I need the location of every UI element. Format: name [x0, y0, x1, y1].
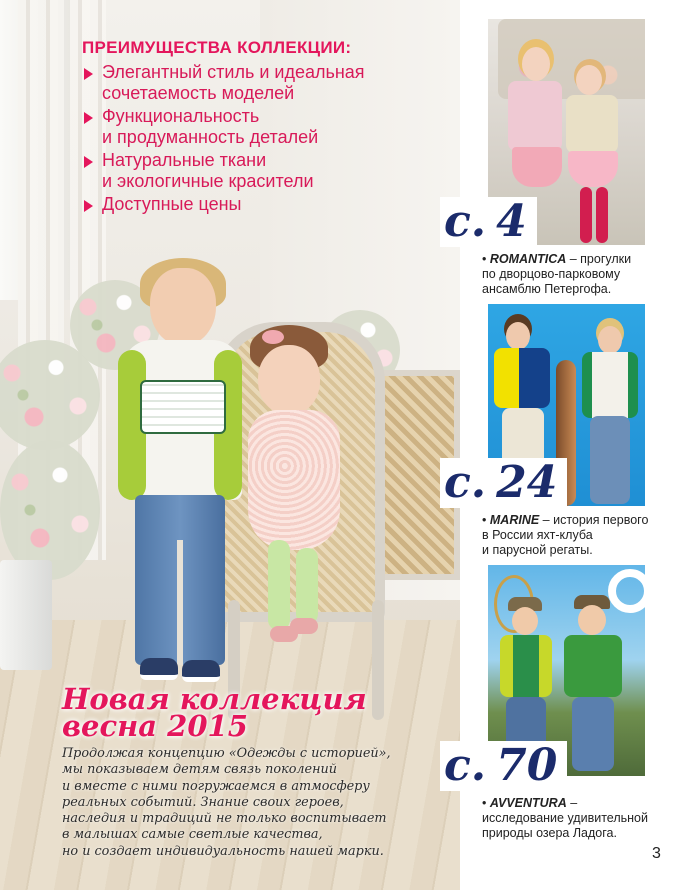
flower-arrangement — [0, 440, 100, 580]
triangle-bullet-icon — [84, 112, 93, 124]
caption-text: – история первого в России яхт-клуба и парусной регаты. — [482, 513, 649, 557]
girl-face — [522, 47, 550, 81]
triangle-bullet-icon — [84, 68, 93, 80]
page-ref-tag[interactable] — [440, 197, 537, 247]
sneaker — [182, 660, 220, 682]
girl-shoe — [290, 618, 318, 634]
boy-face — [512, 607, 538, 635]
list-item — [82, 150, 452, 192]
boy-face — [150, 268, 216, 346]
article-caption — [482, 513, 662, 558]
bullet: • — [482, 252, 487, 266]
advantage-text: Доступные цены — [102, 194, 242, 214]
red-tights — [580, 187, 592, 243]
advantage-text: Элегантный стиль и идеальная сочетаемость моделей — [102, 62, 365, 103]
girl-leg — [296, 548, 318, 624]
page-prefix: с. — [444, 740, 487, 791]
girl-face — [576, 65, 602, 95]
page-prefix: с. — [444, 196, 487, 247]
girl-face — [258, 345, 320, 415]
collection-name: AVVENTURA — [489, 796, 567, 810]
page-number-ref: 4 — [496, 196, 527, 247]
bullet: • — [482, 513, 487, 527]
collection-name: MARINE — [489, 513, 540, 527]
collection-title: Новая коллекция весна 2015 — [62, 682, 367, 743]
article-caption — [482, 252, 662, 297]
advantage-text: Функциональность и продуманность деталей — [102, 106, 319, 147]
red-tights — [596, 187, 608, 243]
vest — [566, 95, 618, 153]
jeans-gap — [177, 540, 183, 665]
green-jacket — [500, 635, 552, 697]
page-number-ref: 70 — [496, 740, 558, 791]
boy-face — [598, 326, 622, 354]
green-hoodie — [582, 352, 638, 418]
bullet: • — [482, 796, 487, 810]
sneaker — [140, 658, 178, 680]
yellow-navy-jacket — [494, 348, 550, 408]
advantages-block — [82, 38, 452, 215]
caption-text: – исследование удивительной природы озера Ладога. — [482, 796, 648, 840]
collection-description: Продолжая концепцию «Одежды с историей», мы показываем детям связь поколений и вместе с ними погружаемся в атмосферу реальных событий. Знание своих героев, наследия и традиций не только воспитывает в малышах самые светлые качества, но и создает индивидуальность нашей марки. — [62, 746, 391, 859]
advantage-text: Натуральные ткани и экологичные красители — [102, 150, 314, 191]
floral-skirt — [512, 147, 562, 187]
shirt-print — [140, 380, 226, 434]
girl-leg — [268, 540, 290, 630]
girl-dress — [248, 410, 340, 550]
page-number: 3 — [652, 845, 661, 862]
page-prefix: с. — [444, 457, 487, 508]
jeans — [590, 416, 630, 504]
green-puffer-jacket — [564, 635, 622, 697]
caption-text: – прогулки по дворцово-парковому ансамблю Петергофа. — [482, 252, 632, 296]
page-number-ref: 24 — [496, 457, 558, 508]
article-caption — [482, 796, 662, 841]
list-item — [82, 194, 452, 215]
jeans — [572, 697, 614, 771]
advantages-list — [82, 62, 452, 215]
boy-face — [506, 322, 530, 350]
page-ref-tag[interactable] — [440, 741, 567, 791]
tutu-skirt — [568, 151, 618, 187]
pink-jacket — [508, 81, 562, 151]
life-ring — [608, 569, 645, 613]
triangle-bullet-icon — [84, 200, 93, 212]
boy-face — [578, 605, 606, 635]
list-item — [82, 62, 452, 104]
advantages-title: ПРЕИМУЩЕСТВА КОЛЛЕКЦИИ: — [82, 38, 352, 57]
triangle-bullet-icon — [84, 156, 93, 168]
hair-bow — [262, 330, 284, 344]
page-ref-tag[interactable] — [440, 458, 567, 508]
flower-bucket — [0, 560, 52, 670]
list-item — [82, 106, 452, 148]
collection-name: ROMANTICA — [489, 252, 567, 266]
